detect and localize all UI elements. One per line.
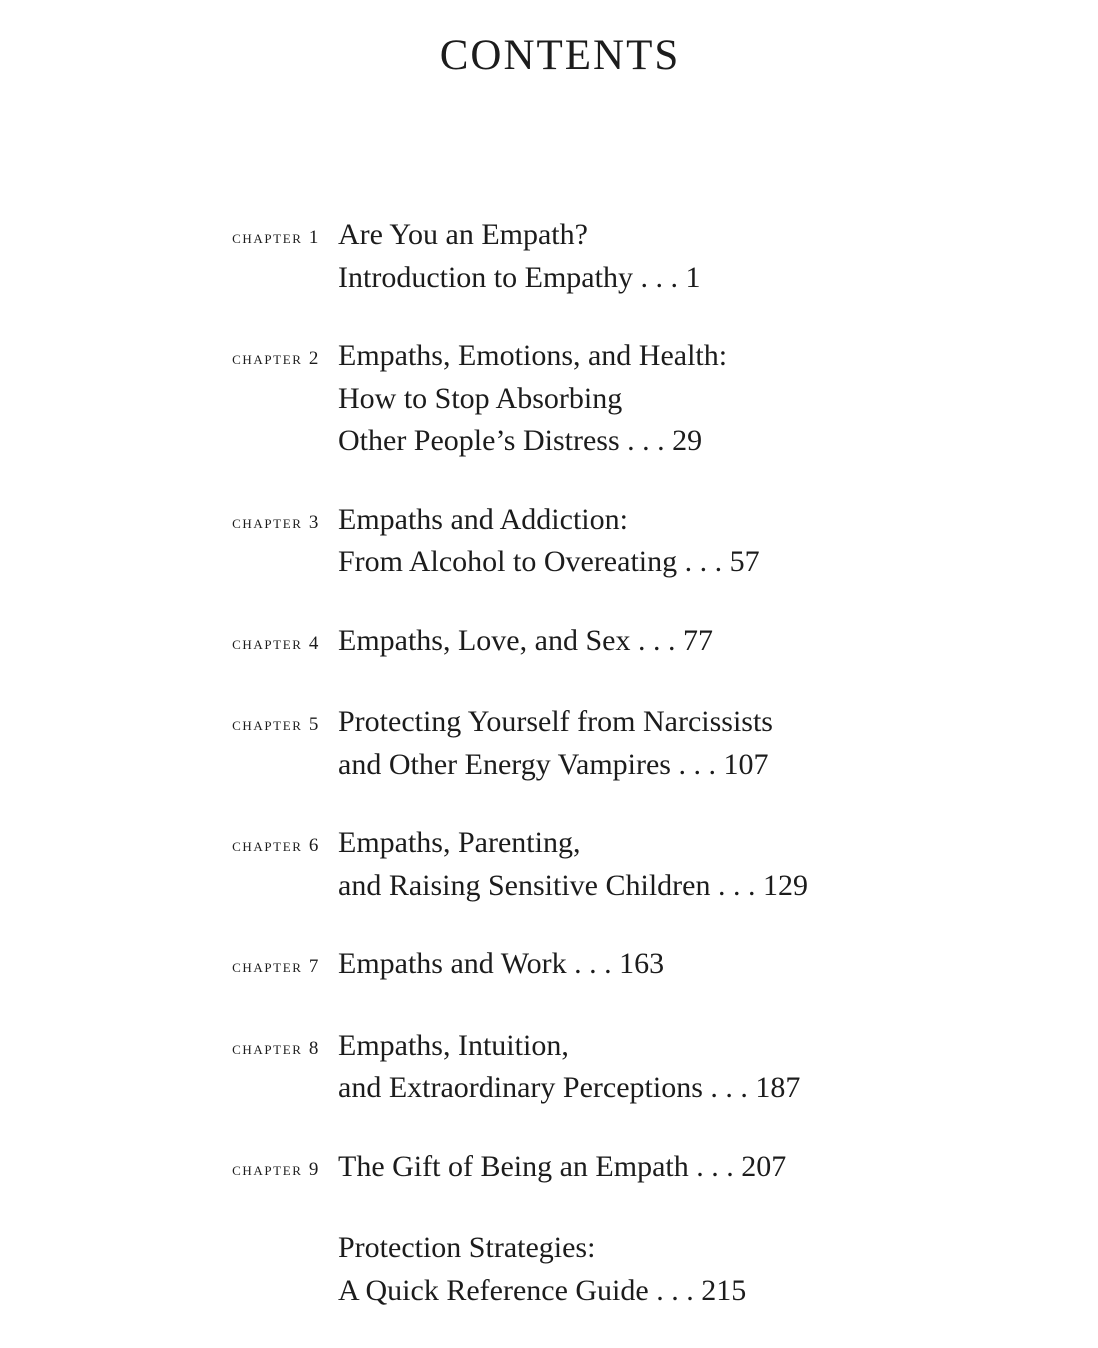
chapter-title-line: From Alcohol to Overeating . . . 57 [338,545,760,578]
chapter-title-line: Introduction to Empathy . . . 1 [338,260,701,294]
chapter-title-line: Empaths, Parenting, [338,826,581,859]
chapter-title [338,335,727,463]
page-title: CONTENTS [439,32,681,79]
chapter-title-line: How to Stop Absorbing [338,381,623,415]
chapter-label: chapter 4 [232,632,320,654]
chapter-label: chapter 3 [232,511,320,533]
chapter-title-line: and Raising Sensitive Children . . . 129 [338,868,808,902]
toc-entry-chapter-4 [0,620,1098,666]
toc-entry-chapter-5 [0,701,1098,786]
chapter-title [338,214,700,299]
toc-entry-chapter-7 [0,943,1098,989]
chapter-title-line: and Extraordinary Perceptions . . . 187 [338,1071,801,1104]
chapter-label [0,1227,338,1230]
chapter-title-line: Empaths, Emotions, and Health: [338,339,728,372]
chapter-title-line: and Other Energy Vampires . . . 107 [338,747,769,781]
toc-entry-chapter-6 [0,822,1098,907]
chapter-title [338,701,773,786]
chapter-title-line: Are You an Empath? [338,218,588,251]
chapter-title-line: Other People’s Distress . . . 29 [338,424,703,457]
chapter-title-line: Empaths, Intuition, [338,1028,569,1062]
chapter-label: chapter 8 [232,1037,320,1059]
chapter-label: chapter 7 [232,956,320,977]
table-of-contents [0,214,1098,1348]
toc-entry-chapter-9 [0,1146,1098,1192]
toc-entry-chapter-1 [0,214,1098,299]
chapter-label: chapter 1 [232,227,320,248]
chapter-title [338,499,760,584]
chapter-title [338,822,808,907]
toc-entry-chapter-8 [0,1025,1098,1110]
chapter-label: chapter 9 [232,1158,320,1180]
toc-entry-chapter-3 [0,499,1098,584]
chapter-label: chapter 6 [232,835,320,856]
chapter-label: chapter 2 [232,348,320,369]
chapter-title-line: Empaths and Addiction: [338,502,628,536]
chapter-title [338,620,713,663]
chapter-title-line: The Gift of Being an Empath . . . 207 [338,1149,787,1183]
chapter-title [338,1227,746,1312]
chapter-title-line: A Quick Reference Guide . . . 215 [338,1273,747,1307]
toc-entry-reference-guide [0,1227,1098,1312]
chapter-title-line: Empaths and Work . . . 163 [338,947,665,980]
chapter-label: chapter 5 [232,714,320,735]
toc-entry-chapter-2 [0,335,1098,463]
chapter-title [338,1146,786,1189]
chapter-title-line: Protecting Yourself from Narcissists [338,705,773,738]
chapter-title [338,1025,800,1110]
chapter-title-line: Empaths, Love, and Sex . . . 77 [338,623,713,657]
chapter-title-line: Protection Strategies: [338,1231,596,1264]
chapter-title [338,943,664,986]
